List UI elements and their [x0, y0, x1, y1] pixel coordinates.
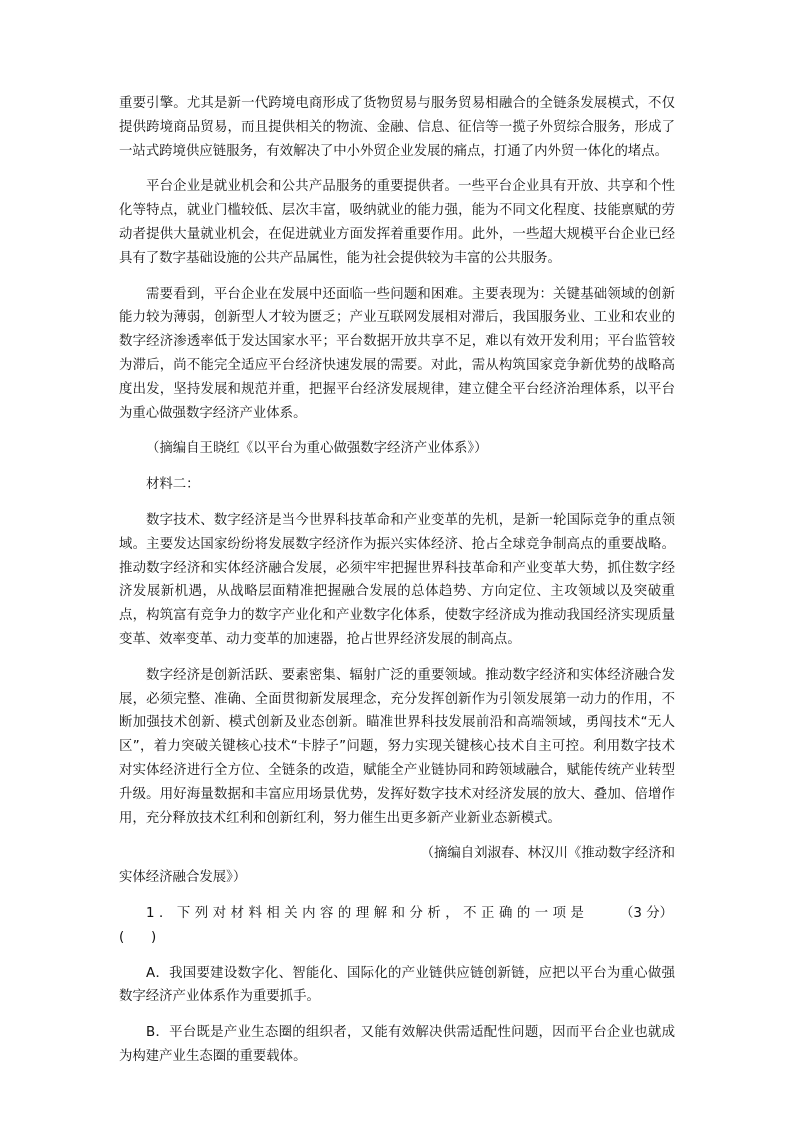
paragraph-digital-economy-innovation: 数字经济是创新活跃、要素密集、辐射广泛的重要领域。推动数字经济和实体经济融合发展，必须完整、准确、全面贯彻新发展理念，充分发挥创新作为引领发展第一动力的作用，不断加强技术创新、模式创新及业态创新。瞄准世界科技发展前沿和高端领域，勇闯技术“无人区”，着力突破关键核心技术“卡脖子”问题，努力实现关键核心技术自主可控。利用数字技术对实体经济进行全方位、全链条的改造，赋能全产业链协同和跨领域融合，赋能传统产业转型升级。用好海量数据和丰富应用场景优势，发挥好数字技术对经济发展的放大、叠加、倍增作用，充分释放技术红利和创新红利，努力催生出更多新产业新业态新模式。 [119, 667, 675, 826]
answer-blank: ( ) [119, 929, 157, 945]
question-stem: 1．下列对材料相关内容的理解和分析，不正确的一项是 [146, 905, 589, 921]
paragraph-platform-problems: 需要看到，平台企业在发展中还面临一些问题和困难。主要表现为：关键基础领域的创新能力较为薄弱，创新型人才较为匮乏；产业互联网发展相对滞后，我国服务业、工业和农业的数字经济渗透率低于发达国家水平；平台数据开放共享不足，难以有效开发利用；平台监管较为滞后，尚不能完全适应平台经济快速发展的需要。对此，需从构筑国家竞争新优势的战略高度出发，坚持发展和规范并重，把握平台经济发展规律，建立健全平台经济治理体系，以平台为重心做强数字经济产业体系。 [119, 286, 675, 421]
paragraph-digital-economy-frontier: 数字技术、数字经济是当今世界科技革命和产业变革的先机，是新一轮国际竞争的重点领域。主要发达国家纷纷将发展数字经济作为振兴实体经济、抢占全球竞争制高点的重要战略。推动数字经济和实体经济融合发展，必须牢牢把握世界科技革命和产业变革大势，抓住数字经济发展新机遇，从战略层面精准把握融合发展的总体趋势、方向定位、主攻领域以及突破重点，构筑富有竞争力的数字产业化和产业数字化体系，使数字经济成为推动我国经济实现质量变革、效率变革、动力变革的加速器，抢占世界经济发展的制高点。 [119, 512, 675, 647]
paragraph-platform-employment: 平台企业是就业机会和公共产品服务的重要提供者。一些平台企业具有开放、共享和个性化等特点，就业门槛较低、层次丰富，吸纳就业的能力强，能为不同文化程度、技能禀赋的劳动者提供大量就业机会，在促进就业方面发挥着重要作用。此外，一些超大规模平台企业已经具有了数字基础设施的公共产品属性，能为社会提供较为丰富的公共服务。 [119, 179, 675, 266]
material-two-label: 材料二： [146, 477, 200, 493]
paragraph-cross-border-ecommerce: 重要引擎。尤其是新一代跨境电商形成了货物贸易与服务贸易相融合的全链条发展模式，不仅提供跨境商品贸易，而且提供相关的物流、金融、信息、征信等一揽子外贸综合服务，形成了一站式跨境供应链服务，有效解决了中小外贸企业发展的痛点，打通了内外贸一体化的堵点。 [119, 96, 675, 159]
question-one [119, 902, 675, 950]
document-page [119, 92, 675, 1081]
question-score: （3 分） [620, 905, 673, 921]
option-b: B．平台既是产业生态圈的组织者，又能有效解决供需适配性问题，因而平台企业也就成为构建产业生态圈的重要载体。 [119, 1025, 675, 1064]
source-citation-material-two-line2: 实体经济融合发展》） [119, 870, 247, 886]
option-a: A．我国要建设数字化、智能化、国际化的产业链供应链创新链，应把以平台为重心做强数字经济产业体系作为重要抓手。 [119, 965, 675, 1005]
source-citation-material-two-line1: （摘编自刘淑春、林汉川《推动数字经济和 [420, 846, 675, 862]
source-citation-material-one: （摘编自王晓红《以平台为重心做强数字经济产业体系》） [146, 441, 488, 457]
